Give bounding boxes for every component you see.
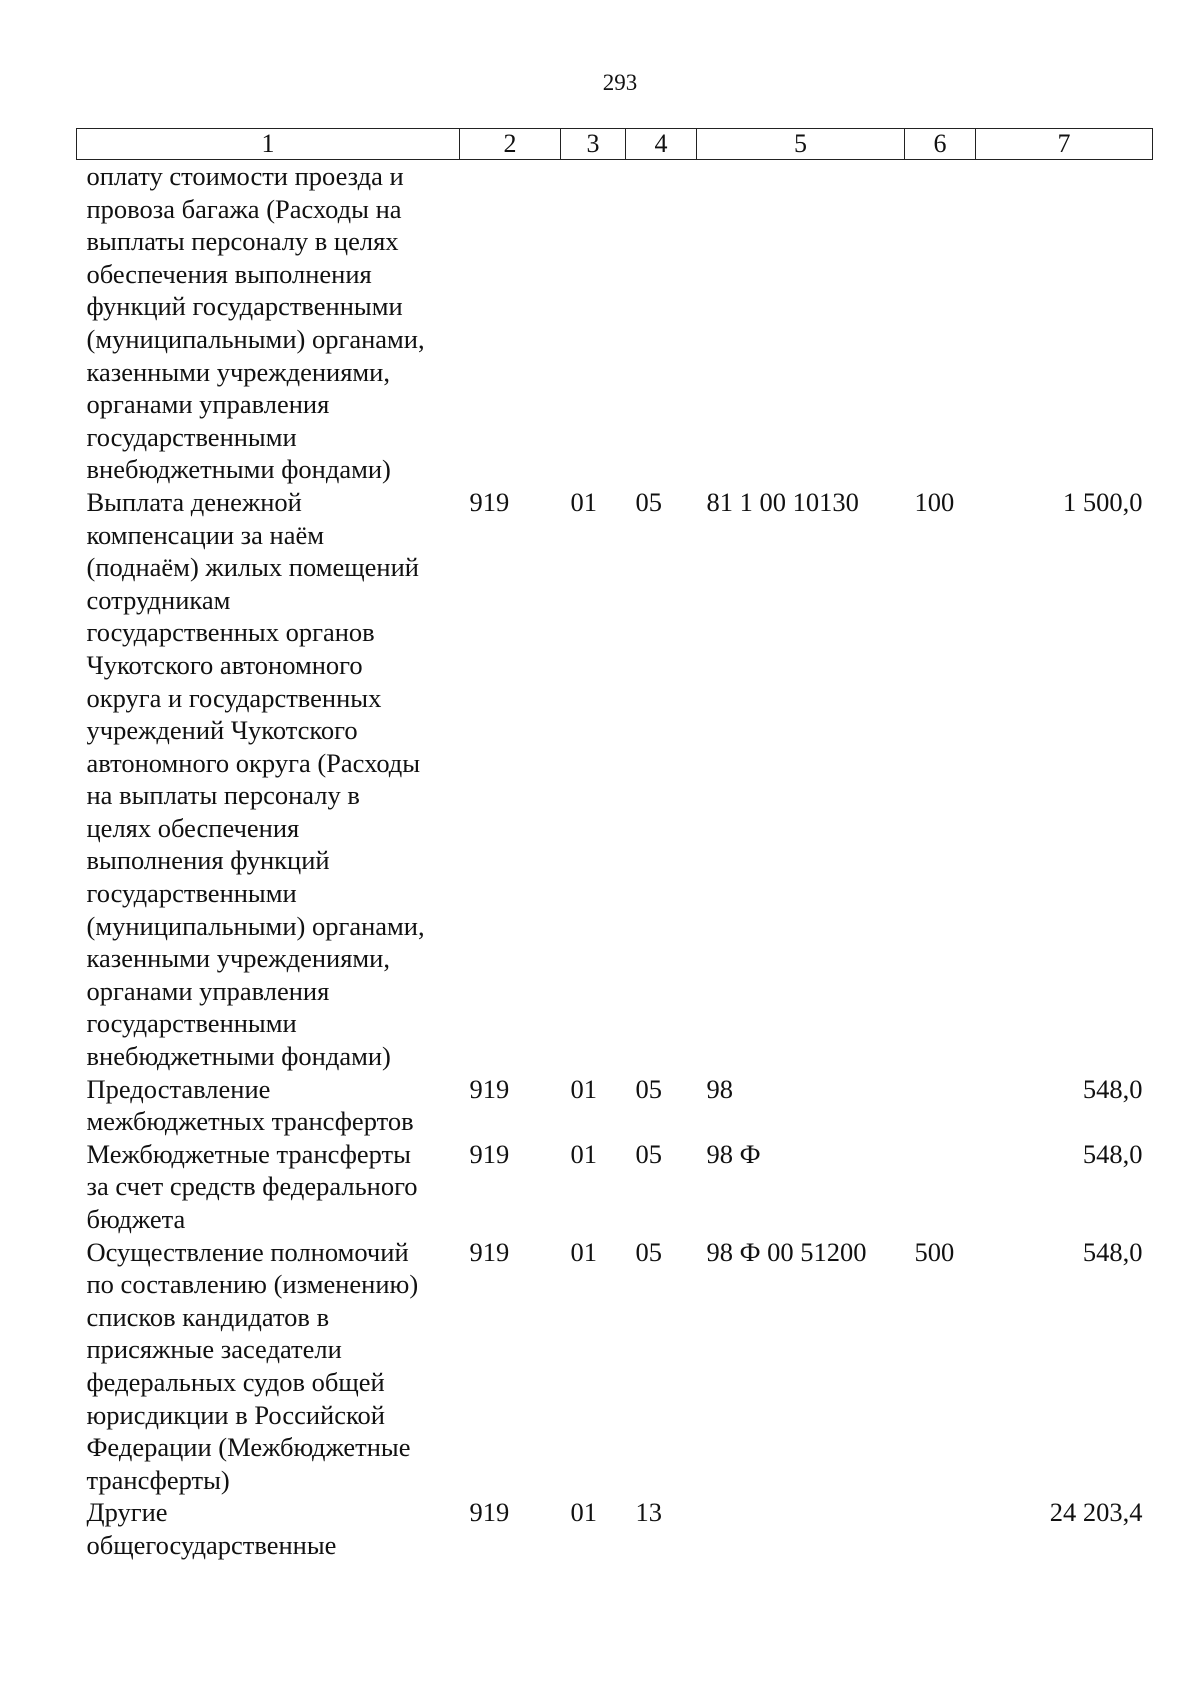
target-article-code: 98 [706,1073,733,1104]
amount-value: 548,0 [1082,1138,1143,1169]
description-line: целях обеспечения [86,812,300,843]
section-code: 01 [570,1497,597,1528]
ministry-code: 919 [469,1236,510,1267]
expense-type-code [905,160,976,486]
column-header: 1 [77,129,460,160]
amount-value: 548,0 [1082,1236,1143,1267]
description-line: (муниципальными) органами, [86,323,425,354]
row-description [77,1138,460,1236]
expense-type-code [905,1496,976,1561]
description-line: органами управления [86,389,330,420]
description-line: казенными учреждениями, [86,943,390,974]
description-line: государственными [86,1008,297,1039]
description-line: юрисдикции в Российской [86,1399,385,1430]
description-line: списков кандидатов в [86,1301,330,1332]
description-line: Осуществление полномочий [86,1236,409,1267]
description-line: за счет средств федерального [86,1171,418,1202]
subsection-code: 13 [635,1497,662,1528]
description-line: учреждений Чукотского [86,715,358,746]
target-article-code: 81 1 00 10130 [706,486,859,517]
section-code: 01 [570,1236,597,1267]
section-code: 01 [570,1073,597,1104]
description-line: сотрудникам [86,584,231,615]
description-line: на выплаты персоналу в [86,780,360,811]
description-line: компенсации за наём [86,519,325,550]
column-header: 4 [626,129,697,160]
table-row [77,486,1153,1073]
expense-type-code: 100 [914,486,955,517]
description-line: по составлению (изменению) [86,1269,419,1300]
table-row [77,1496,1153,1561]
subsection-code: 05 [635,1236,662,1267]
section-code [561,160,626,486]
row-description [77,160,460,486]
description-line: внебюджетными фондами) [86,454,391,485]
row-description [77,1496,460,1561]
table-body [77,160,1153,1562]
table-row [77,1138,1153,1236]
column-header: 3 [561,129,626,160]
description-line: Межбюджетные трансферты [86,1138,411,1169]
description-line: внебюджетными фондами) [86,1041,391,1072]
description-line: оплату стоимости проезда и [86,161,404,191]
description-line: органами управления [86,975,330,1006]
subsection-code [626,160,697,486]
ministry-code [460,160,561,486]
column-header: 2 [460,129,561,160]
expense-type-code: 500 [914,1236,955,1267]
expense-type-code [905,1138,976,1236]
row-description [77,1073,460,1138]
description-line: (поднаём) жилых помещений [86,552,419,583]
ministry-code: 919 [469,1073,510,1104]
description-line: Федерации (Межбюджетные [86,1432,411,1463]
description-line: государственными [86,421,297,452]
section-code: 01 [570,1138,597,1169]
description-line: бюджета [86,1204,186,1234]
row-description [77,486,460,1073]
description-line: автономного округа (Расходы [86,747,421,778]
target-article-code [697,1496,905,1561]
description-line: выполнения функций [86,845,330,876]
description-line: Предоставление [86,1073,271,1104]
amount-value: 24 203,4 [1049,1497,1143,1528]
table-row [77,160,1153,486]
expense-type-code [905,1073,976,1138]
row-description [77,1236,460,1497]
subsection-code: 05 [635,1073,662,1104]
description-line: межбюджетных трансфертов [86,1106,414,1137]
description-line: государственными [86,878,297,909]
subsection-code: 05 [635,486,662,517]
description-line: функций государственными [86,291,403,322]
ministry-code: 919 [469,486,510,517]
description-line: Чукотского автономного [86,649,363,680]
table-row [77,1073,1153,1138]
subsection-code: 05 [635,1138,662,1169]
amount-value [976,160,1153,486]
target-article-code: 98 Ф [706,1138,761,1169]
description-line: выплаты персоналу в целях [86,226,399,257]
column-header: 5 [697,129,905,160]
page-number: 293 [602,70,638,95]
column-header: 6 [905,129,976,160]
description-line: округа и государственных [86,682,382,713]
amount-value: 548,0 [1082,1073,1143,1104]
description-line: обеспечения выполнения [86,258,372,289]
description-line: Выплата денежной [86,486,302,517]
section-code: 01 [570,486,597,517]
description-line: казенными учреждениями, [86,356,390,387]
description-line: провоза багажа (Расходы на [86,193,402,224]
table-row [77,1236,1153,1497]
target-article-code [697,160,905,486]
target-article-code: 98 Ф 00 51200 [706,1236,867,1267]
description-line: общегосударственные [86,1529,337,1560]
description-line: Другие [86,1497,168,1528]
description-line: федеральных судов общей [86,1366,385,1397]
description-line: (муниципальными) органами, [86,910,425,941]
amount-value: 1 500,0 [1063,486,1143,517]
ministry-code: 919 [469,1497,510,1528]
description-line: трансферты) [86,1464,230,1495]
description-line: государственных органов [86,617,375,648]
description-line: присяжные заседатели [86,1334,342,1365]
ministry-code: 919 [469,1138,510,1169]
header-row [77,129,1153,160]
column-header: 7 [976,129,1153,160]
budget-table [76,128,1153,1562]
